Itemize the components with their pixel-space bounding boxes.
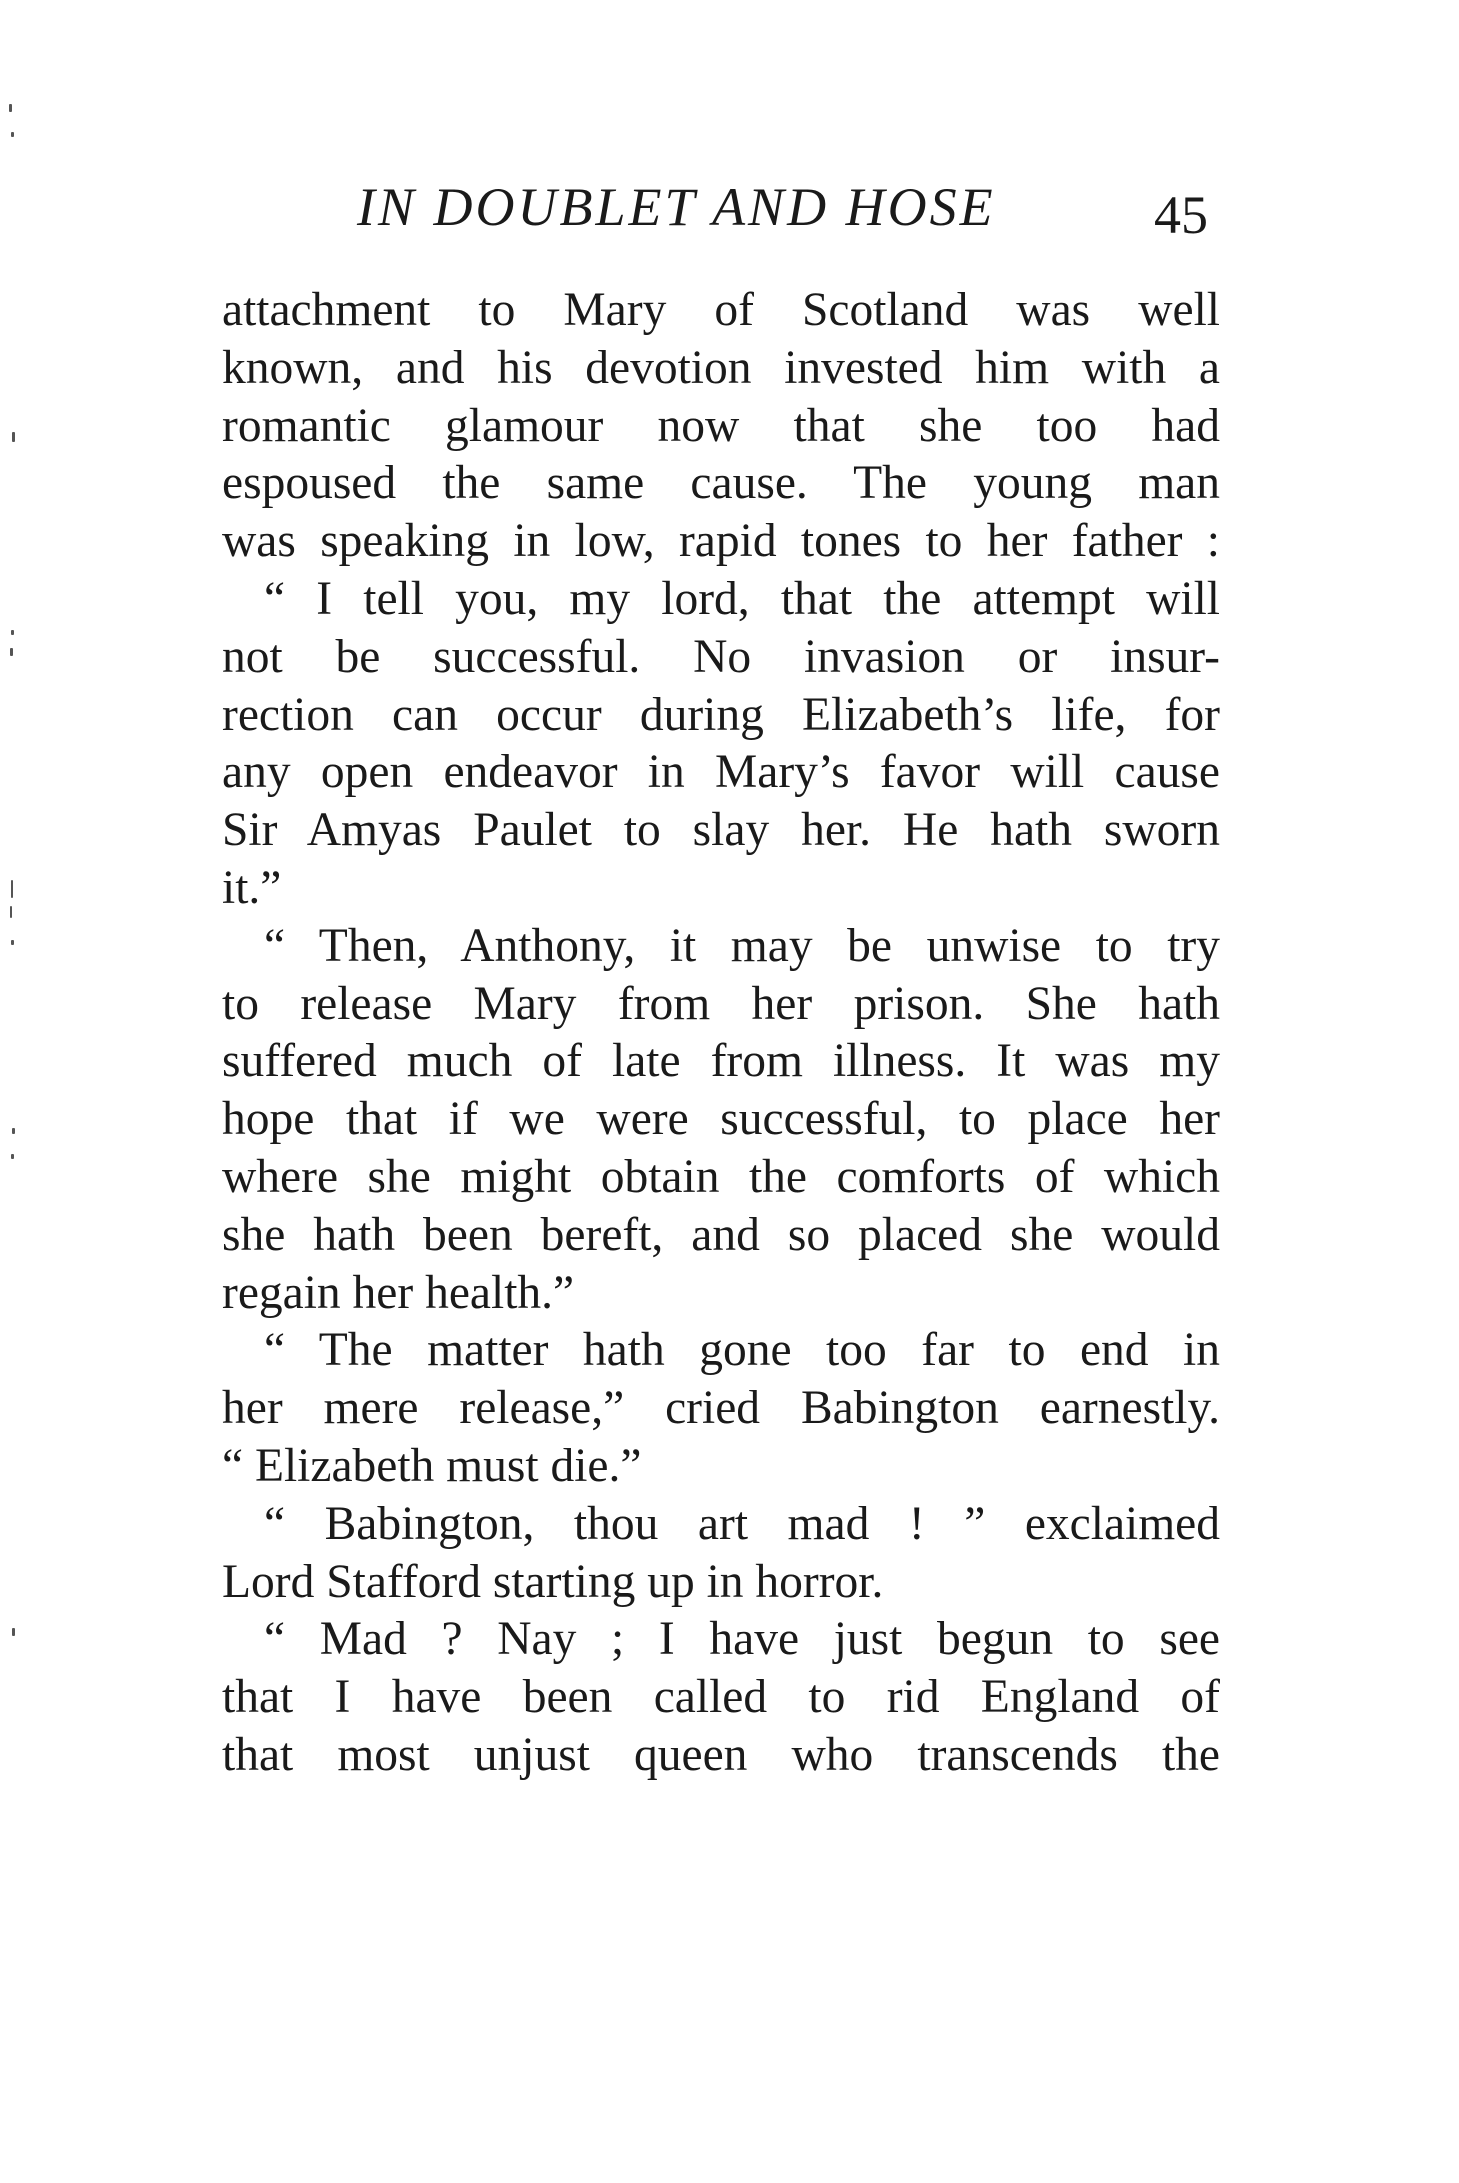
text-line: espoused the same cause. The young man: [222, 457, 1220, 510]
text-line: that I have been called to rid England of: [222, 1671, 1220, 1724]
text-line: “ The matter hath gone too far to end in: [264, 1324, 1220, 1377]
text-line: it.”: [222, 861, 282, 914]
scan-speck: [10, 906, 12, 918]
text-line: “ Babington, thou art mad ! ” exclaimed: [264, 1497, 1220, 1550]
text-line: suffered much of late from illness. It was my: [222, 1035, 1220, 1088]
scan-speck: [11, 1154, 14, 1159]
text-line: that most unjust queen who transcends the: [222, 1728, 1220, 1781]
scan-speck: [11, 940, 14, 945]
scan-speck: [11, 630, 14, 635]
text-line: to release Mary from her prison. She hath: [222, 977, 1220, 1030]
text-line: “ I tell you, my lord, that the attempt will: [264, 572, 1220, 625]
text-line: “ Mad ? Nay ; I have just begun to see: [264, 1613, 1220, 1666]
text-line: her mere release,” cried Babington earnestly.: [222, 1382, 1220, 1435]
scan-speck: [10, 648, 13, 656]
text-line: Sir Amyas Paulet to slay her. He hath sworn: [222, 804, 1220, 857]
running-title: IN DOUBLET AND HOSE: [357, 177, 996, 237]
text-line: attachment to Mary of Scotland was well: [222, 284, 1220, 336]
text-line: hope that if we were successful, to place her: [222, 1093, 1220, 1146]
text-line: “ Elizabeth must die.”: [222, 1439, 642, 1492]
scan-speck: [12, 1628, 15, 1636]
text-line: Lord Stafford starting up in horror.: [222, 1555, 884, 1608]
text-line: rection can occur during Elizabeth’s life, for: [222, 688, 1220, 741]
scan-speck: [12, 1128, 15, 1134]
scan-speck: [11, 880, 13, 898]
page-number: 45: [1154, 185, 1208, 245]
text-line: not be successful. No invasion or insur-: [222, 630, 1220, 683]
text-line: regain her health.”: [222, 1266, 575, 1319]
text-line: “ Then, Anthony, it may be unwise to try: [264, 919, 1220, 972]
scan-speck: [11, 132, 14, 137]
running-head: [222, 176, 1222, 246]
body-text: [222, 282, 1220, 1785]
text-line: known, and his devotion invested him with a: [222, 341, 1220, 394]
text-line: romantic glamour now that she too had: [222, 399, 1220, 452]
scan-speck: [9, 104, 12, 112]
text-line: any open endeavor in Mary’s favor will cause: [222, 746, 1220, 799]
text-line: she hath been bereft, and so placed she would: [222, 1208, 1220, 1261]
text-line: was speaking in low, rapid tones to her father :: [222, 515, 1220, 568]
text-line: where she might obtain the comforts of which: [222, 1150, 1220, 1203]
scan-speck: [12, 432, 15, 442]
